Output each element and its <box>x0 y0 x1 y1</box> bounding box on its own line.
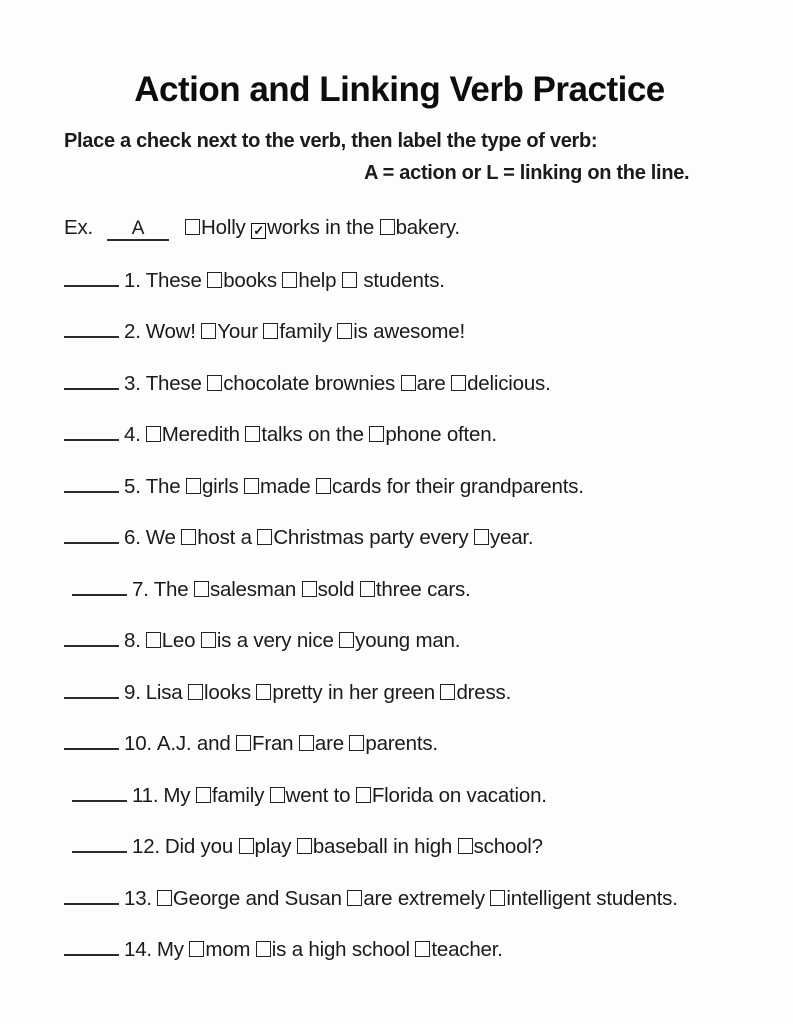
sentence-text: Wow! <box>145 320 202 343</box>
example-label: Ex. <box>64 216 94 239</box>
checkbox-icon[interactable] <box>337 323 352 339</box>
checkbox-icon[interactable] <box>490 890 505 906</box>
answer-blank[interactable] <box>64 320 119 338</box>
sentence-text: help <box>298 268 342 292</box>
sentence-text: The <box>145 474 186 498</box>
item-number: 5. <box>124 474 141 498</box>
sentence-text: These <box>145 268 208 292</box>
answer-blank[interactable] <box>72 835 127 853</box>
item-number: 6. <box>124 526 141 549</box>
item-sentence <box>157 887 678 910</box>
instructions-line-1: Place a check next to the verb, then label the type of verb: <box>64 130 598 152</box>
sentence-text: My <box>156 938 190 961</box>
checkbox-icon[interactable] <box>474 529 489 545</box>
answer-blank[interactable] <box>72 784 127 802</box>
checkbox-icon[interactable] <box>236 735 251 751</box>
sentence-text: made <box>260 474 317 498</box>
sentence-text: teacher. <box>431 938 503 961</box>
sentence-text: is a high school <box>271 938 416 961</box>
sentence-text: mom <box>205 938 256 961</box>
checkbox-icon[interactable] <box>201 632 216 648</box>
sentence-text: three cars. <box>375 577 471 601</box>
sentence-text: phone often. <box>385 423 497 446</box>
checkbox-icon[interactable] <box>194 581 209 597</box>
checkbox-icon[interactable] <box>181 529 196 545</box>
example-answer-blank[interactable]: A <box>107 219 169 241</box>
item-sentence <box>154 578 471 601</box>
sentence-text: Did you <box>164 835 239 858</box>
item-sentence <box>163 784 546 807</box>
checkbox-icon[interactable] <box>299 735 314 751</box>
sentence-text: play <box>254 835 297 858</box>
checkbox-icon[interactable] <box>339 632 354 648</box>
sentence-text: The <box>153 577 194 601</box>
checkbox-icon[interactable] <box>201 323 216 339</box>
worksheet-item <box>64 269 735 293</box>
worksheet-item <box>64 784 735 808</box>
checkbox-icon[interactable] <box>440 684 455 700</box>
item-number: 10. <box>124 732 152 755</box>
sentence-text: talks on the <box>261 423 370 446</box>
sentence-text: baseball in high <box>312 835 458 858</box>
checkbox-icon[interactable] <box>415 941 430 957</box>
worksheet-item <box>64 423 735 447</box>
sentence-text: are extremely <box>363 886 491 910</box>
sentence-text: is awesome! <box>353 320 465 343</box>
item-sentence <box>157 732 438 755</box>
item-sentence <box>157 938 503 961</box>
checkbox-icon[interactable] <box>270 787 285 803</box>
checkbox-icon[interactable] <box>239 838 254 854</box>
worksheet-item <box>64 835 735 859</box>
item-number: 1. <box>124 268 141 292</box>
checkbox-icon[interactable] <box>196 787 211 803</box>
item-sentence <box>146 681 511 704</box>
example-row <box>64 216 735 241</box>
answer-blank[interactable] <box>64 887 119 905</box>
checkbox-icon[interactable] <box>185 219 200 235</box>
item-number: 7. <box>132 577 149 601</box>
sentence-text: bakery. <box>395 216 460 239</box>
sentence-text: are <box>314 732 350 755</box>
sentence-text: books <box>223 268 283 292</box>
checkbox-icon[interactable] <box>458 838 473 854</box>
item-number: 9. <box>124 680 141 704</box>
worksheet-item <box>64 372 735 396</box>
answer-blank[interactable] <box>64 372 119 390</box>
answer-blank[interactable] <box>64 269 119 287</box>
sentence-text: My <box>163 783 196 807</box>
item-number: 12. <box>132 835 160 858</box>
checkbox-icon[interactable] <box>257 529 272 545</box>
page-title: Action and Linking Verb Practice <box>134 70 665 109</box>
checkbox-icon[interactable] <box>207 375 222 391</box>
sentence-text: pretty in her green <box>272 680 441 704</box>
checkbox-icon[interactable] <box>342 272 357 288</box>
sentence-text: A.J. and <box>156 732 237 755</box>
checkbox-icon[interactable] <box>356 787 371 803</box>
sentence-text: is a very nice <box>216 629 340 652</box>
sentence-text: school? <box>473 835 543 858</box>
item-number: 4. <box>124 423 141 446</box>
checked-checkbox-icon[interactable]: ✓ <box>251 223 266 239</box>
worksheet-item <box>64 526 735 550</box>
checkbox-icon[interactable] <box>188 684 203 700</box>
sentence-text: Leo <box>161 629 201 652</box>
checkbox-icon[interactable] <box>316 478 331 494</box>
checkbox-icon[interactable] <box>451 375 466 391</box>
item-sentence <box>165 835 543 858</box>
sentence-text: family <box>211 783 270 807</box>
sentence-text: students. <box>357 268 445 292</box>
checkbox-icon[interactable] <box>157 890 172 906</box>
checkbox-icon[interactable] <box>347 890 362 906</box>
sentence-text: Your <box>217 320 264 343</box>
sentence-text: year. <box>489 526 534 549</box>
checkbox-icon[interactable] <box>282 272 297 288</box>
item-number: 2. <box>124 320 141 343</box>
answer-blank[interactable] <box>64 629 119 647</box>
instructions-line-2: A = action or L = linking on the line. <box>364 162 690 184</box>
item-sentence <box>146 629 461 652</box>
item-sentence <box>146 526 534 549</box>
item-number: 14. <box>124 938 152 961</box>
item-sentence <box>146 372 551 395</box>
sentence-text: went to <box>285 783 356 807</box>
item-number: 11. <box>132 783 159 807</box>
sentence-text: These <box>145 371 208 395</box>
checkbox-icon[interactable] <box>302 581 317 597</box>
sentence-text: cards for their grandparents. <box>332 474 584 498</box>
worksheet-item <box>64 938 735 962</box>
answer-blank[interactable] <box>64 526 119 544</box>
item-sentence <box>146 320 465 343</box>
item-number: 13. <box>124 886 152 910</box>
sentence-text: salesman <box>209 577 302 601</box>
sentence-text: George and Susan <box>172 886 348 910</box>
checkbox-icon[interactable] <box>369 426 384 442</box>
item-number: 8. <box>124 629 141 652</box>
answer-blank[interactable] <box>64 475 119 493</box>
sentence-text: intelligent students. <box>506 886 678 910</box>
sentence-text: looks <box>204 680 257 704</box>
sentence-text: family <box>279 320 338 343</box>
sentence-text: Florida on vacation. <box>371 783 547 807</box>
checkbox-icon[interactable] <box>380 219 395 235</box>
sentence-text: girls <box>201 474 245 498</box>
answer-blank[interactable] <box>64 732 119 750</box>
worksheet-item <box>64 629 735 653</box>
item-sentence <box>146 475 584 498</box>
sentence-text: works in the <box>267 216 380 239</box>
worksheet-rows <box>64 269 735 963</box>
answer-blank[interactable] <box>64 681 119 699</box>
sentence-text: delicious. <box>467 371 551 395</box>
sentence-text: Meredith <box>161 423 246 446</box>
checkbox-icon[interactable] <box>297 838 312 854</box>
sentence-text: Lisa <box>145 680 189 704</box>
checkbox-icon[interactable] <box>360 581 375 597</box>
item-sentence <box>146 269 445 292</box>
checkbox-icon[interactable] <box>146 632 161 648</box>
sentence-text: Fran <box>252 732 299 755</box>
sentence-text: host a <box>197 526 258 549</box>
checkbox-icon[interactable] <box>256 941 271 957</box>
worksheet-item <box>64 475 735 499</box>
sentence-text: sold <box>317 577 360 601</box>
sentence-text: young man. <box>355 629 461 652</box>
sentence-text: Holly <box>201 216 252 239</box>
checkbox-icon[interactable] <box>401 375 416 391</box>
checkbox-icon[interactable] <box>146 426 161 442</box>
sentence-text: are <box>416 371 452 395</box>
item-sentence <box>146 423 497 446</box>
answer-blank[interactable] <box>64 423 119 441</box>
checkbox-icon[interactable] <box>207 272 222 288</box>
worksheet-item <box>64 681 735 705</box>
checkbox-icon[interactable] <box>244 478 259 494</box>
worksheet-item <box>64 887 735 911</box>
sentence-text: We <box>145 526 182 549</box>
checkbox-icon[interactable] <box>349 735 364 751</box>
sentence-text: Christmas party every <box>273 526 474 549</box>
worksheet-item <box>64 578 735 602</box>
checkbox-icon[interactable] <box>189 941 204 957</box>
worksheet-item <box>64 320 735 344</box>
sentence-text: dress. <box>456 680 512 704</box>
example-sentence <box>185 216 460 239</box>
answer-blank[interactable] <box>72 578 127 596</box>
sentence-text: chocolate brownies <box>223 371 401 395</box>
answer-blank[interactable] <box>64 938 119 956</box>
checkbox-icon[interactable] <box>263 323 278 339</box>
item-number: 3. <box>124 371 141 395</box>
checkbox-icon[interactable] <box>256 684 271 700</box>
sentence-text: parents. <box>365 732 438 755</box>
checkbox-icon[interactable] <box>186 478 201 494</box>
checkbox-icon[interactable] <box>245 426 260 442</box>
worksheet-item <box>64 732 735 756</box>
